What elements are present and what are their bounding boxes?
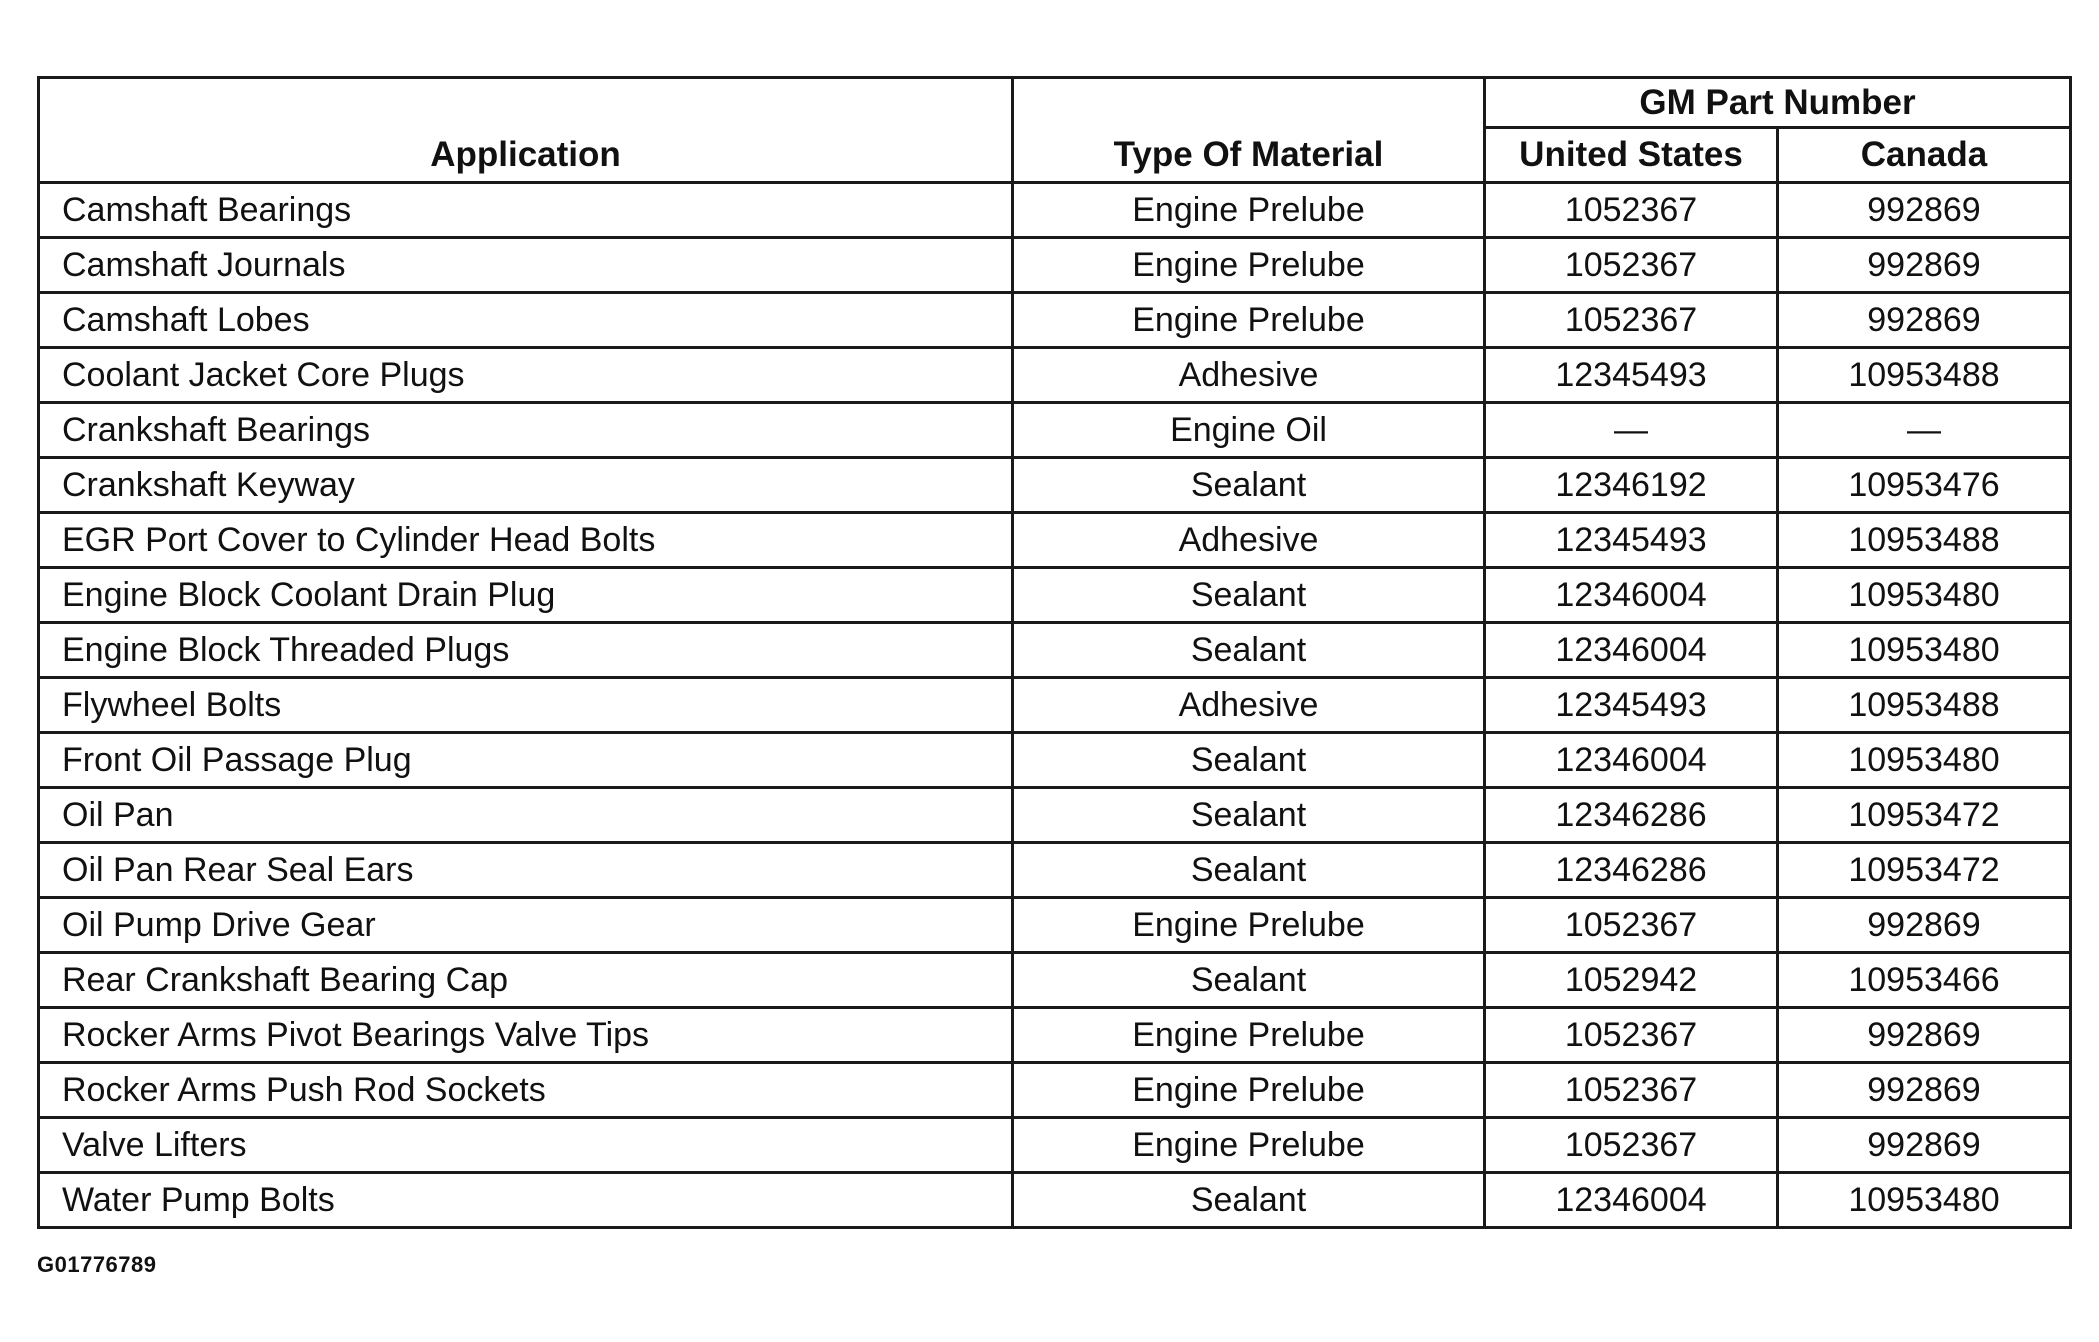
table-row [39, 623, 2071, 678]
cell-us-part-number: 12346004 [1485, 623, 1778, 678]
table-row [39, 1118, 2071, 1173]
table-row [39, 733, 2071, 788]
cell-us-part-number: 1052367 [1485, 1118, 1778, 1173]
table-row [39, 568, 2071, 623]
cell-type-of-material: Engine Prelube [1013, 898, 1485, 953]
cell-us-part-number: — [1485, 403, 1778, 458]
cell-us-part-number: 1052367 [1485, 1008, 1778, 1063]
table-row [39, 458, 2071, 513]
header-row-top [39, 78, 2071, 128]
cell-type-of-material: Sealant [1013, 458, 1485, 513]
cell-type-of-material: Engine Prelube [1013, 1063, 1485, 1118]
table-row [39, 843, 2071, 898]
cell-type-of-material: Adhesive [1013, 513, 1485, 568]
table-row [39, 953, 2071, 1008]
cell-type-of-material: Sealant [1013, 953, 1485, 1008]
cell-type-of-material: Engine Prelube [1013, 183, 1485, 238]
cell-us-part-number: 12345493 [1485, 513, 1778, 568]
cell-canada-part-number: 992869 [1778, 1063, 2071, 1118]
cell-application: Flywheel Bolts [39, 678, 1013, 733]
cell-canada-part-number: 992869 [1778, 183, 2071, 238]
cell-type-of-material: Engine Prelube [1013, 1008, 1485, 1063]
cell-canada-part-number: 10953466 [1778, 953, 2071, 1008]
header-type-of-material: Type Of Material [1013, 78, 1485, 183]
cell-canada-part-number: 10953480 [1778, 623, 2071, 678]
cell-us-part-number: 1052367 [1485, 238, 1778, 293]
cell-type-of-material: Sealant [1013, 788, 1485, 843]
cell-application: EGR Port Cover to Cylinder Head Bolts [39, 513, 1013, 568]
table-body [39, 183, 2071, 1228]
cell-type-of-material: Sealant [1013, 568, 1485, 623]
figure-id-label: G01776789 [37, 1252, 157, 1277]
table-row [39, 183, 2071, 238]
table-row [39, 788, 2071, 843]
cell-application: Coolant Jacket Core Plugs [39, 348, 1013, 403]
cell-canada-part-number: 10953472 [1778, 788, 2071, 843]
cell-application: Engine Block Threaded Plugs [39, 623, 1013, 678]
cell-us-part-number: 12346286 [1485, 788, 1778, 843]
cell-us-part-number: 12346004 [1485, 568, 1778, 623]
cell-application: Camshaft Journals [39, 238, 1013, 293]
table-row [39, 238, 2071, 293]
cell-application: Rocker Arms Push Rod Sockets [39, 1063, 1013, 1118]
cell-application: Oil Pump Drive Gear [39, 898, 1013, 953]
cell-canada-part-number: 10953480 [1778, 733, 2071, 788]
table-row [39, 1063, 2071, 1118]
cell-canada-part-number: 992869 [1778, 1118, 2071, 1173]
cell-canada-part-number: 10953480 [1778, 568, 2071, 623]
table-row [39, 348, 2071, 403]
cell-type-of-material: Adhesive [1013, 678, 1485, 733]
table-header [39, 78, 2071, 183]
cell-application: Front Oil Passage Plug [39, 733, 1013, 788]
table-row [39, 678, 2071, 733]
cell-canada-part-number: — [1778, 403, 2071, 458]
table-row [39, 1008, 2071, 1063]
cell-type-of-material: Sealant [1013, 843, 1485, 898]
cell-application: Camshaft Lobes [39, 293, 1013, 348]
cell-us-part-number: 1052367 [1485, 183, 1778, 238]
cell-canada-part-number: 10953476 [1778, 458, 2071, 513]
cell-application: Valve Lifters [39, 1118, 1013, 1173]
table-row [39, 403, 2071, 458]
cell-type-of-material: Engine Prelube [1013, 293, 1485, 348]
cell-application: Rocker Arms Pivot Bearings Valve Tips [39, 1008, 1013, 1063]
cell-canada-part-number: 10953472 [1778, 843, 2071, 898]
cell-us-part-number: 1052367 [1485, 898, 1778, 953]
table-row [39, 513, 2071, 568]
cell-us-part-number: 12346192 [1485, 458, 1778, 513]
cell-canada-part-number: 992869 [1778, 238, 2071, 293]
cell-us-part-number: 1052367 [1485, 293, 1778, 348]
cell-canada-part-number: 10953488 [1778, 678, 2071, 733]
cell-application: Oil Pan Rear Seal Ears [39, 843, 1013, 898]
cell-type-of-material: Adhesive [1013, 348, 1485, 403]
table-row [39, 293, 2071, 348]
sealant-application-table [37, 76, 2072, 1229]
cell-canada-part-number: 992869 [1778, 1008, 2071, 1063]
cell-us-part-number: 12346004 [1485, 1173, 1778, 1228]
cell-us-part-number: 1052942 [1485, 953, 1778, 1008]
cell-application: Water Pump Bolts [39, 1173, 1013, 1228]
cell-us-part-number: 1052367 [1485, 1063, 1778, 1118]
cell-type-of-material: Sealant [1013, 623, 1485, 678]
cell-canada-part-number: 992869 [1778, 293, 2071, 348]
cell-us-part-number: 12346286 [1485, 843, 1778, 898]
cell-application: Oil Pan [39, 788, 1013, 843]
cell-canada-part-number: 992869 [1778, 898, 2071, 953]
cell-canada-part-number: 10953488 [1778, 513, 2071, 568]
cell-application: Rear Crankshaft Bearing Cap [39, 953, 1013, 1008]
cell-us-part-number: 12345493 [1485, 348, 1778, 403]
cell-type-of-material: Engine Prelube [1013, 1118, 1485, 1173]
cell-canada-part-number: 10953480 [1778, 1173, 2071, 1228]
cell-type-of-material: Sealant [1013, 1173, 1485, 1228]
header-united-states: United States [1485, 128, 1778, 183]
header-canada: Canada [1778, 128, 2071, 183]
header-application: Application [39, 78, 1013, 183]
cell-application: Engine Block Coolant Drain Plug [39, 568, 1013, 623]
cell-application: Camshaft Bearings [39, 183, 1013, 238]
cell-type-of-material: Engine Prelube [1013, 238, 1485, 293]
table-row [39, 898, 2071, 953]
cell-us-part-number: 12345493 [1485, 678, 1778, 733]
cell-type-of-material: Sealant [1013, 733, 1485, 788]
header-gm-part-number: GM Part Number [1485, 78, 2071, 128]
cell-application: Crankshaft Bearings [39, 403, 1013, 458]
cell-us-part-number: 12346004 [1485, 733, 1778, 788]
cell-canada-part-number: 10953488 [1778, 348, 2071, 403]
cell-application: Crankshaft Keyway [39, 458, 1013, 513]
table-row [39, 1173, 2071, 1228]
cell-type-of-material: Engine Oil [1013, 403, 1485, 458]
